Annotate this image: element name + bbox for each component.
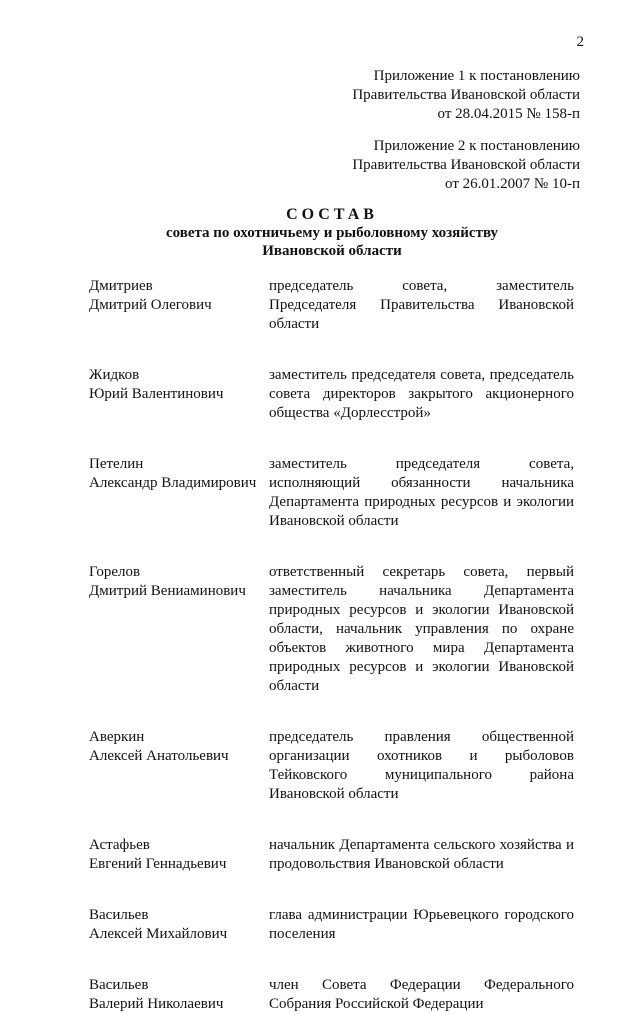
member-role: заместитель председателя совета, исполняющий обязанности начальника Департамента природных ресурсов и экологии Ивановской области	[269, 456, 574, 529]
member-name	[89, 836, 269, 874]
member-name	[89, 277, 269, 334]
member-surname: Васильев	[89, 907, 149, 923]
member-given-names: Юрий Валентинович	[89, 386, 224, 402]
member-surname: Жидков	[89, 367, 140, 383]
member-name	[89, 976, 269, 1014]
member-role: член Совета Федерации Федерального Собрания Российской Федерации	[269, 977, 574, 1012]
member-entry	[89, 366, 574, 423]
member-given-names: Дмитрий Олегович	[89, 297, 212, 313]
member-given-names: Дмитрий Вениаминович	[89, 583, 246, 599]
member-entry	[89, 906, 574, 944]
member-surname: Аверкин	[89, 729, 145, 745]
member-given-names: Евгений Геннадьевич	[89, 856, 227, 872]
document-title	[90, 205, 574, 260]
appendix-2-header	[352, 137, 580, 194]
member-entry	[89, 976, 574, 1014]
member-role: глава администрации Юрьевецкого городского поселения	[269, 907, 574, 942]
appendix-1-line-1: Приложение 1 к постановлению	[373, 68, 580, 84]
member-role: председатель совета, заместитель Председателя Правительства Ивановской области	[269, 278, 574, 332]
appendix-2-line-2: Правительства Ивановской области	[352, 157, 580, 173]
page-number: 2	[576, 34, 584, 50]
member-surname: Петелин	[89, 456, 144, 472]
member-name	[89, 455, 269, 531]
member-name	[89, 366, 269, 423]
member-role: ответственный секретарь совета, первый заместитель начальника Департамента природных ресурсов и экологии Ивановской области, начальник управления по охране объектов животного мира Департамента природных ресурсов и экологии Ивановской области	[269, 564, 574, 694]
member-surname: Васильев	[89, 977, 149, 993]
title-line-3: Ивановской области	[262, 243, 402, 259]
appendix-2-line-3: от 26.01.2007 № 10-п	[445, 176, 580, 192]
member-role: начальник Департамента сельского хозяйства и продовольствия Ивановской области	[269, 837, 574, 872]
member-name	[89, 728, 269, 804]
member-entry	[89, 836, 574, 874]
member-role: заместитель председателя совета, председатель совета директоров закрытого акционерного общества «Дорлесстрой»	[269, 367, 574, 421]
member-entry	[89, 455, 574, 531]
member-surname: Дмитриев	[89, 278, 153, 294]
member-given-names: Александр Владимирович	[89, 475, 257, 491]
member-surname: Астафьев	[89, 837, 150, 853]
member-given-names: Алексей Анатольевич	[89, 748, 229, 764]
title-line-2: совета по охотничьему и рыболовному хозяйству	[165, 225, 499, 241]
member-entry	[89, 728, 574, 804]
member-given-names: Валерий Николаевич	[89, 996, 224, 1012]
appendix-2-line-1: Приложение 2 к постановлению	[373, 138, 580, 154]
appendix-1-line-3: от 28.04.2015 № 158-п	[437, 106, 580, 122]
appendix-1-line-2: Правительства Ивановской области	[352, 87, 580, 103]
member-entry	[89, 563, 574, 696]
member-name	[89, 563, 269, 696]
appendix-1-header	[352, 67, 580, 124]
member-name	[89, 906, 269, 944]
title-main: СОСТАВ	[286, 206, 378, 223]
member-surname: Горелов	[89, 564, 141, 580]
member-given-names: Алексей Михайлович	[89, 926, 228, 942]
member-entry	[89, 277, 574, 334]
member-role: председатель правления общественной организации охотников и рыболовов Тейковского муниципального района Ивановской области	[269, 729, 574, 802]
members-list	[89, 277, 574, 1014]
